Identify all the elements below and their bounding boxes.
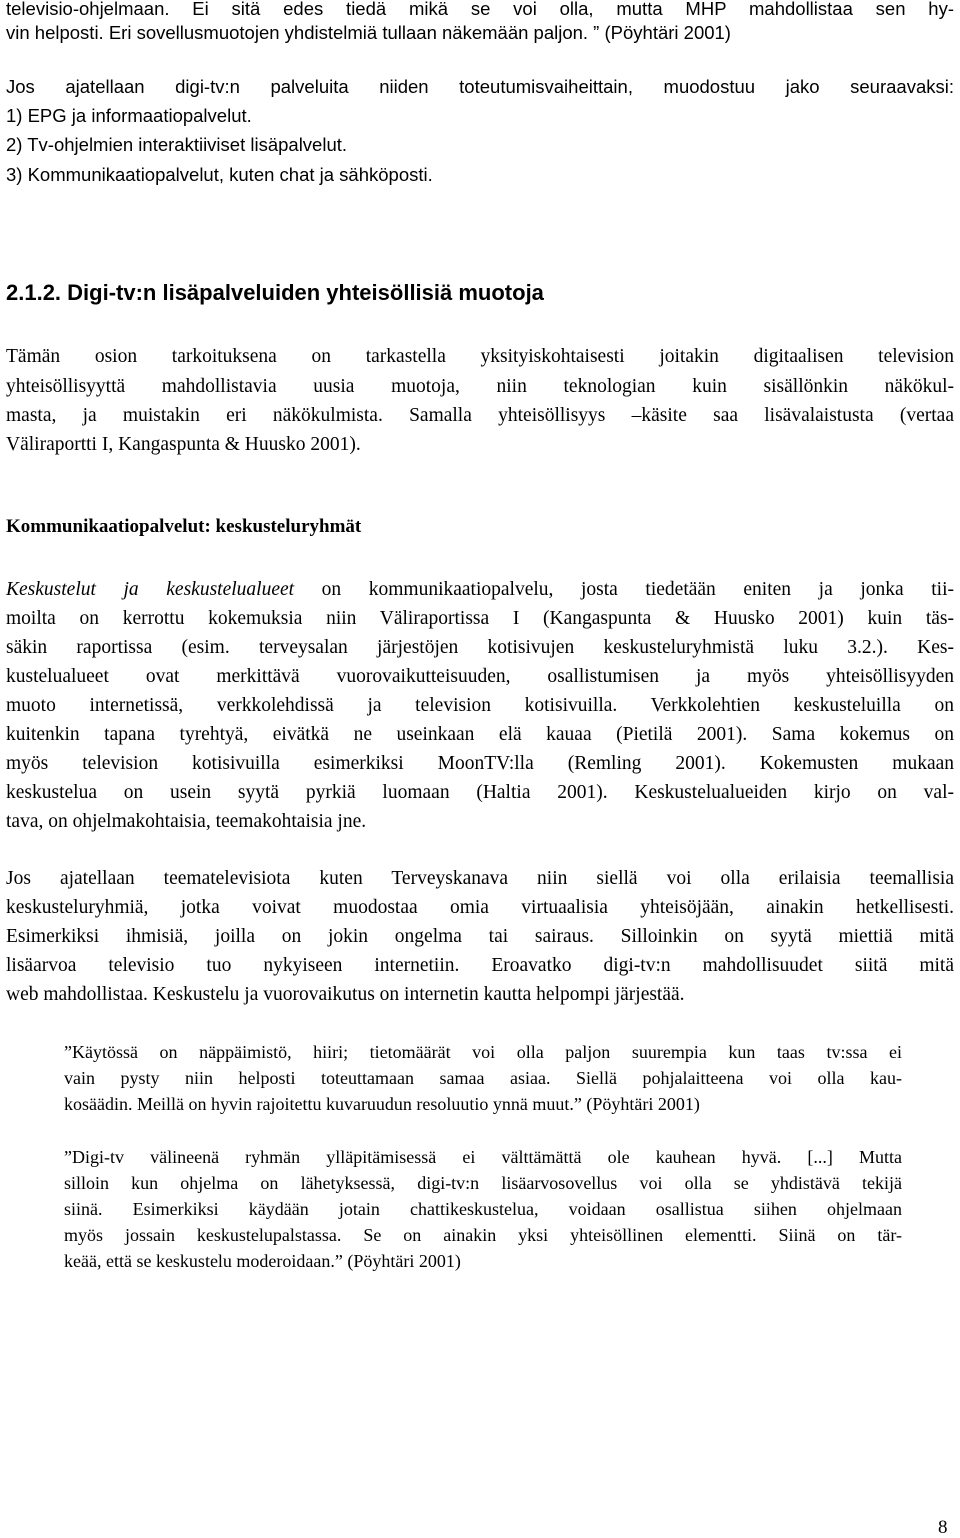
- paragraph-line: lisäarvoa televisio tuo nykyiseen internetiin. Eroavatko digi-tv:n mahdollisuudet siitä mitä: [6, 955, 954, 976]
- paragraph-line: myös television kotisivuilla esimerkiksi MoonTV:lla (Remling 2001). Kokemusten mukaan: [6, 753, 954, 774]
- paragraph-line: kustelualueet ovat merkittävä vuorovaikutteisuuden, osallistumisen ja myös yhteisöllisyyden: [6, 666, 954, 687]
- block-quote-line: silloin kun ohjelma on lähetyksessä, digi-tv:n lisäarvosovellus voi olla se yhdistävä tekijä: [64, 1173, 902, 1193]
- paragraph-line: web mahdollistaa. Keskustelu ja vuorovaikutus on internetin kautta helpompi järjestää.: [6, 984, 685, 1005]
- services-list-item: 3) Kommunikaatiopalvelut, kuten chat ja sähköposti.: [6, 164, 433, 185]
- block-quote-line: myös jossain keskustelupalstassa. Se on ainakin yksi yhteisöllinen elementti. Siinä on tär-: [64, 1225, 902, 1245]
- paragraph-line: keskustelua on usein syytä pyrkiä luomaan (Haltia 2001). Keskustelualueiden kirjo on val-: [6, 782, 954, 803]
- section-heading: 2.1.2. Digi-tv:n lisäpalveluiden yhteisöllisiä muotoja: [6, 280, 544, 305]
- page-number: 8: [938, 1517, 948, 1538]
- block-quote-line: keää, että se keskustelu moderoidaan.” (Pöyhtäri 2001): [64, 1251, 461, 1271]
- paragraph-line: muoto internetissä, verkkolehdissä ja television kotisivuilla. Verkkolehtien keskusteluilla on: [6, 695, 954, 716]
- paragraph-line: Tämän osion tarkoituksena on tarkastella yksityiskohtaisesti joitakin digitaalisen television: [6, 346, 954, 367]
- paragraph-line: säkin raportissa (esim. terveysalan järjestöjen kotisivujen keskusteluryhmistä luku 3.2.). Kes-: [6, 637, 954, 658]
- block-quote-line: vain pysty niin helposti toteuttamaan samaa asiaa. Siellä pohjalaitteena voi olla kau-: [64, 1068, 902, 1088]
- services-intro: Jos ajatellaan digi-tv:n palveluita niiden toteutumisvaiheittain, muodostuu jako seuraavaksi:: [6, 76, 954, 97]
- paragraph-line: tava, on ohjelmakohtaisia, teemakohtaisia jne.: [6, 811, 367, 832]
- paragraph-line: Jos ajatellaan teematelevisiota kuten Terveyskanava niin siellä voi olla erilaisia teemallisia: [6, 868, 954, 889]
- subsection-heading: Kommunikaatiopalvelut: keskusteluryhmät: [6, 516, 362, 537]
- paragraph-line: kuitenkin tapana tyrehtyä, eivätkä ne useinkaan elä kauaa (Pietilä 2001). Sama kokemus on: [6, 724, 954, 745]
- block-quote-line: ”Käytössä on näppäimistö, hiiri; tietomäärät voi olla paljon suurempia kun taas tv:ssa ei: [64, 1042, 902, 1062]
- paragraph-line: masta, ja muistakin eri näkökulmista. Samalla yhteisöllisyys –käsite saa lisävalaistusta (vertaa: [6, 405, 954, 426]
- paragraph-line: yhteisöllisyyttä mahdollistavia uusia muotoja, niin teknologian kuin sisällönkin näkökul-: [6, 376, 954, 397]
- quote-fragment-line: televisio-ohjelmaan. Ei sitä edes tiedä mikä se voi olla, mutta MHP mahdollistaa sen hy-: [6, 0, 954, 19]
- paragraph-line: keskusteluryhmiä, jotka voivat muodostaa omia virtuaalisia yhteisöjään, ainakin hetkellisesti.: [6, 897, 954, 918]
- block-quote-line: kosäädin. Meillä on hyvin rajoitettu kuvaruudun resoluutio ynnä muut.” (Pöyhtäri 2001): [64, 1094, 700, 1114]
- paragraph-line: [6, 580, 954, 600]
- quote-fragment-line: vin helposti. Eri sovellusmuotojen yhdistelmiä tullaan näkemään paljon. ” (Pöyhtäri 2001): [6, 22, 731, 43]
- services-list-item: 2) Tv-ohjelmien interaktiiviset lisäpalvelut.: [6, 134, 348, 155]
- italic-term: Keskustelut ja keskustelualueet: [6, 579, 295, 600]
- block-quote-line: ”Digi-tv välineenä ryhmän ylläpitämisessä ei välttämättä ole kauhean hyvä. [...] Mutta: [64, 1147, 902, 1167]
- paragraph-line: moilta on kerrottu kokemuksia niin Väliraportissa I (Kangaspunta & Huusko 2001) kuin täs-: [6, 608, 954, 629]
- paragraph-text: on kommunikaatiopalvelu, josta tiedetään eniten ja jonka tii-: [294, 579, 954, 600]
- services-list-item: 1) EPG ja informaatiopalvelut.: [6, 105, 252, 126]
- paragraph-line: Väliraportti I, Kangaspunta & Huusko 2001).: [6, 434, 361, 455]
- paragraph-line: Esimerkiksi ihmisiä, joilla on jokin ongelma tai sairaus. Silloinkin on syytä miettiä mitä: [6, 926, 954, 947]
- block-quote-line: siinä. Esimerkiksi käydään jotain chattikeskustelua, voidaan osallistua siihen ohjelmaan: [64, 1199, 902, 1219]
